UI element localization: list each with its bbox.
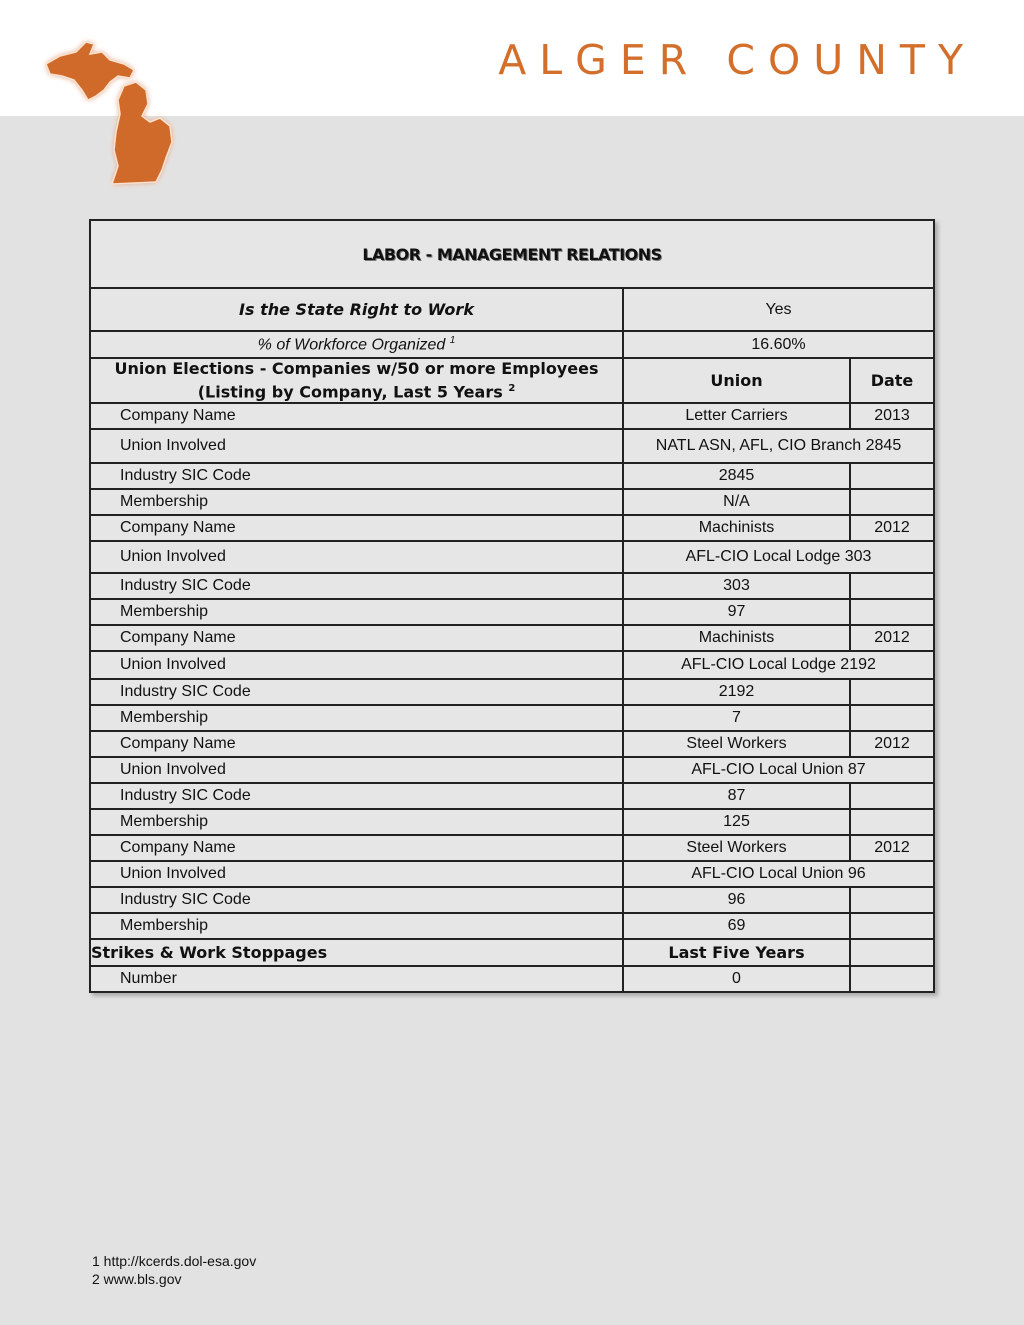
company-name-label: Company Name: [90, 731, 623, 757]
empty-cell: [850, 913, 934, 939]
strikes-number-value: 0: [623, 966, 850, 992]
empty-cell: [850, 939, 934, 966]
table-row: [90, 541, 934, 573]
company-name-value: Machinists: [623, 625, 850, 651]
table-row: [90, 705, 934, 731]
sic-code-label: Industry SIC Code: [90, 783, 623, 809]
election-date: 2012: [850, 731, 934, 757]
union-involved-label: Union Involved: [90, 651, 623, 679]
company-name-value: Steel Workers: [623, 835, 850, 861]
table-row: [90, 625, 934, 651]
table-row: [90, 913, 934, 939]
table-row: [90, 809, 934, 835]
table-row: [90, 599, 934, 625]
table-row: [90, 783, 934, 809]
empty-cell: [850, 463, 934, 489]
table-row: [90, 966, 934, 992]
last-five-years-header: Last Five Years: [623, 939, 850, 966]
empty-cell: [850, 705, 934, 731]
table-row: [90, 489, 934, 515]
membership-label: Membership: [90, 599, 623, 625]
date-column-header: Date: [850, 358, 934, 403]
union-involved-value: AFL-CIO Local Lodge 2192: [623, 651, 934, 679]
empty-cell: [850, 679, 934, 705]
right-to-work-label: Is the State Right to Work: [90, 288, 623, 331]
empty-cell: [850, 966, 934, 992]
company-name-label: Company Name: [90, 403, 623, 429]
table-row: [90, 651, 934, 679]
empty-cell: [850, 599, 934, 625]
footnote-2: 2 www.bls.gov: [92, 1271, 182, 1287]
company-name-value: Letter Carriers: [623, 403, 850, 429]
workforce-organized-value: 16.60%: [623, 331, 934, 358]
union-involved-value: NATL ASN, AFL, CIO Branch 2845: [623, 429, 934, 463]
election-date: 2013: [850, 403, 934, 429]
strikes-number-label: Number: [90, 966, 623, 992]
company-name-label: Company Name: [90, 625, 623, 651]
sic-code-value: 87: [623, 783, 850, 809]
table-row: [90, 463, 934, 489]
right-to-work-value: Yes: [623, 288, 934, 331]
empty-cell: [850, 887, 934, 913]
brand-title: ALGER COUNTY: [498, 36, 976, 84]
table-row: [90, 835, 934, 861]
union-elections-header: Union Elections - Companies w/50 or more Employees (Listing by Company, Last 5 Years $^2$: [90, 358, 623, 403]
membership-value: N/A: [623, 489, 850, 515]
union-involved-label: Union Involved: [90, 429, 623, 463]
company-name-label: Company Name: [90, 515, 623, 541]
workforce-organized-label: % of Workforce Organized $^1$: [90, 331, 623, 358]
union-involved-label: Union Involved: [90, 757, 623, 783]
union-column-header: Union: [623, 358, 850, 403]
table-row: [90, 679, 934, 705]
union-involved-label: Union Involved: [90, 541, 623, 573]
election-date: 2012: [850, 515, 934, 541]
sic-code-value: 96: [623, 887, 850, 913]
company-name-value: Steel Workers: [623, 731, 850, 757]
membership-value: 97: [623, 599, 850, 625]
table-row: [90, 939, 934, 966]
membership-label: Membership: [90, 489, 623, 515]
membership-label: Membership: [90, 705, 623, 731]
empty-cell: [850, 783, 934, 809]
membership-value: 125: [623, 809, 850, 835]
membership-value: 69: [623, 913, 850, 939]
table-row: [90, 403, 934, 429]
empty-cell: [850, 573, 934, 599]
sic-code-value: 2845: [623, 463, 850, 489]
table-row: [90, 429, 934, 463]
election-date: 2012: [850, 625, 934, 651]
empty-cell: [850, 489, 934, 515]
membership-label: Membership: [90, 809, 623, 835]
labor-relations-table: [89, 219, 935, 993]
company-name-label: Company Name: [90, 835, 623, 861]
table-title: LABOR - MANAGEMENT RELATIONS: [90, 220, 934, 288]
sic-code-value: 303: [623, 573, 850, 599]
page-header: [0, 0, 1024, 116]
election-date: 2012: [850, 835, 934, 861]
footnotes: [92, 1252, 256, 1288]
sic-code-value: 2192: [623, 679, 850, 705]
union-involved-label: Union Involved: [90, 861, 623, 887]
sic-code-label: Industry SIC Code: [90, 573, 623, 599]
sic-code-label: Industry SIC Code: [90, 679, 623, 705]
table-row: [90, 861, 934, 887]
table-row: [90, 887, 934, 913]
union-involved-value: AFL-CIO Local Lodge 303: [623, 541, 934, 573]
footnote-1: 1 http://kcerds.dol-esa.gov: [92, 1253, 257, 1269]
empty-cell: [850, 809, 934, 835]
strikes-header: Strikes & Work Stoppages: [90, 939, 623, 966]
membership-label: Membership: [90, 913, 623, 939]
company-name-value: Machinists: [623, 515, 850, 541]
michigan-map-icon: [38, 34, 198, 189]
table-row: [90, 515, 934, 541]
table-row: [90, 573, 934, 599]
sic-code-label: Industry SIC Code: [90, 463, 623, 489]
union-involved-value: AFL-CIO Local Union 96: [623, 861, 934, 887]
sic-code-label: Industry SIC Code: [90, 887, 623, 913]
table-row: [90, 731, 934, 757]
membership-value: 7: [623, 705, 850, 731]
table-row: [90, 757, 934, 783]
union-involved-value: AFL-CIO Local Union 87: [623, 757, 934, 783]
